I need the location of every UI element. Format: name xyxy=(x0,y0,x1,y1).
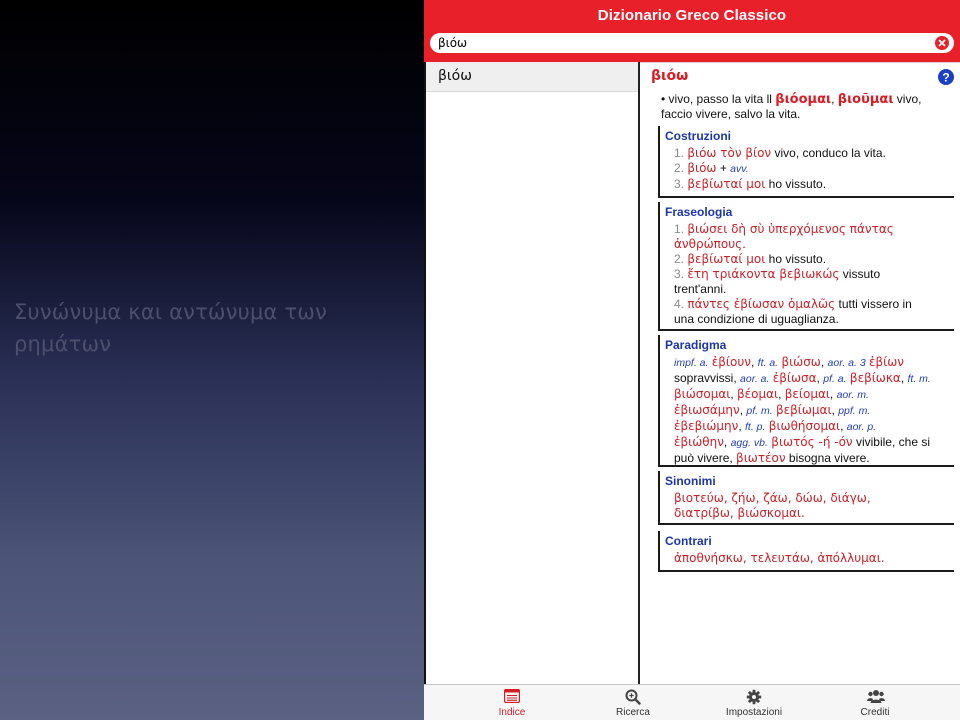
greek-text: βεβίωμαι xyxy=(776,403,832,417)
item-text: + xyxy=(719,161,727,175)
tab-impostazioni[interactable] xyxy=(694,685,814,720)
section-sinonimi xyxy=(658,471,954,525)
item-text: può vivere, xyxy=(674,451,733,465)
entry-lemma: βιόω xyxy=(651,68,689,84)
item-text: sopravvissi, xyxy=(674,371,737,385)
greek-text: ἔτη τριάκοντα βεβιωκώς xyxy=(687,267,840,281)
greek-text: βιώσομαι xyxy=(674,387,731,401)
greek-text: βιοτεύω, ζήω, ζάω, δώω, διάγω, xyxy=(674,491,871,505)
greek-text: ἐβίουν xyxy=(711,355,751,369)
greek-text: ἐβιώθην xyxy=(674,435,724,449)
item-number: 1. xyxy=(674,222,685,236)
definition-text: vivo, passo la vita xyxy=(668,92,764,106)
list-item xyxy=(674,146,954,161)
section-title: Fraseologia xyxy=(665,205,733,219)
abbreviation: ft. a. xyxy=(757,357,779,369)
paradigm-line: impf. a. ἐβίουν, ft. a. βιώσω, aor. a. 3 ἐβίων xyxy=(674,355,904,369)
item-number: 3. xyxy=(674,267,685,281)
greek-text: πάντες ἐβίωσαν ὁμαλῶς xyxy=(687,297,836,311)
section-fraseologia xyxy=(658,202,954,331)
greek-text: ἐβίωσα xyxy=(772,371,817,385)
greek-text: βιώσω xyxy=(781,355,821,369)
greek-text: ἐβιωσάμην xyxy=(674,403,740,417)
abbreviation: ppf. m. xyxy=(838,405,871,417)
tab-label: Indice xyxy=(498,707,526,718)
greek-text: βιώσει δὴ σὺ ὑπερχόμενος πάντας xyxy=(687,222,894,236)
abbreviation: ft. p. xyxy=(745,421,766,433)
clear-circle-icon[interactable] xyxy=(935,36,949,50)
list-item xyxy=(674,222,954,237)
item-text: tutti vissero in xyxy=(838,297,912,311)
item-number: 2. xyxy=(674,252,685,266)
greek-text: ἀνθρώπους. xyxy=(674,237,746,251)
list-item xyxy=(674,252,954,267)
item-number: 3. xyxy=(674,177,685,191)
abbreviation: impf. a. xyxy=(674,357,709,369)
greek-text: βιωθήσομαι xyxy=(768,419,841,433)
section-contrari xyxy=(658,531,954,572)
abbreviation: agg. vb. xyxy=(730,437,768,449)
item-text: ho vissuto. xyxy=(768,177,827,191)
app-title: Dizionario Greco Classico xyxy=(597,7,787,24)
greek-text: βεβίωταί μοι xyxy=(687,252,766,266)
list-item xyxy=(674,267,954,282)
entry-detail xyxy=(640,62,960,684)
abbreviation: pf. m. xyxy=(746,405,773,417)
item-number: 2. xyxy=(674,161,685,175)
greek-text: βεβίωταί μοι xyxy=(687,177,766,191)
list-item xyxy=(674,161,954,177)
index-list xyxy=(424,62,640,684)
people-icon xyxy=(867,689,885,704)
dictionary-app xyxy=(424,0,960,720)
slide-background xyxy=(0,0,424,720)
section-costruzioni xyxy=(658,126,954,198)
paradigm-line: ἐβιωσάμην, pf. m. βεβίωμαι, ppf. m. xyxy=(674,403,871,417)
item-text: vivibile, che si xyxy=(855,435,930,449)
paradigm-line: βιώσομαι, βέομαι, βείομαι, aor. m. xyxy=(674,387,869,401)
abbreviation: aor. m. xyxy=(836,389,869,401)
paradigm-line xyxy=(674,451,954,466)
entry-definition xyxy=(661,92,951,122)
list-item[interactable]: βιόω xyxy=(424,62,638,92)
search-zoom-icon xyxy=(625,689,641,705)
tab-crediti[interactable] xyxy=(815,685,935,720)
section-title: Costruzioni xyxy=(665,129,731,143)
greek-text: διατρίβω, βιώσκομαι. xyxy=(674,506,805,520)
item-text: trent'anni. xyxy=(674,282,727,296)
paradigm-line: ἐβεβιώμην, ft. p. βιωθήσομαι, aor. p. xyxy=(674,419,877,433)
list-icon xyxy=(504,689,520,703)
bullet: • xyxy=(661,92,666,106)
greek-text: βείομαι xyxy=(784,387,830,401)
abbreviation: avv. xyxy=(730,163,749,175)
section-title: Contrari xyxy=(665,534,712,548)
gear-icon xyxy=(746,689,762,705)
section-paradigma xyxy=(658,335,954,467)
list-item xyxy=(674,297,954,312)
abbreviation: ft. m. xyxy=(907,373,931,385)
comma: , xyxy=(831,92,835,106)
paradigm-line: sopravvissi, aor. a. ἐβίωσα, pf. a. βεβίωκα, ft. m. xyxy=(674,371,931,385)
abbreviation: aor. a. xyxy=(740,373,770,385)
search-box xyxy=(430,33,954,53)
definition-text: vivo, xyxy=(896,92,922,106)
greek-text: βιόω xyxy=(687,161,717,175)
item-text: vivo, conduco la vita. xyxy=(774,146,886,160)
paradigm-line: ἐβιώθην, agg. vb. βιωτός -ή -όν vivibile, che si xyxy=(674,435,930,449)
item-text: ho vissuto. xyxy=(768,252,827,266)
section-title: Paradigma xyxy=(665,338,727,352)
tab-label: Impostazioni xyxy=(725,707,783,718)
search-input[interactable] xyxy=(438,34,928,52)
item-text: vissuto xyxy=(842,267,881,281)
greek-text: βεβίωκα xyxy=(849,371,901,385)
greek-text: ἀποθνήσκω, τελευτάω, ἀπόλλυμαι. xyxy=(674,551,885,565)
tab-label: Ricerca xyxy=(616,707,650,718)
abbreviation: aor. a. 3 xyxy=(827,357,866,369)
item-number: 1. xyxy=(674,146,685,160)
section-title: Sinonimi xyxy=(665,474,716,488)
greek-text: βιόω τὸν βίον xyxy=(687,146,772,160)
svg-text:?: ? xyxy=(942,70,950,85)
abbreviation: aor. p. xyxy=(846,421,877,433)
item-text: bisogna vivere. xyxy=(788,451,870,465)
abbreviation: pf. a. xyxy=(823,373,847,385)
slide-title: Συνώνυμα και αντώνυμα των ρημάτων xyxy=(14,300,328,356)
greek-text: ἐβίων xyxy=(869,355,904,369)
greek-form: βιοῦμαι xyxy=(837,92,894,107)
question-circle-icon[interactable] xyxy=(938,69,954,85)
tab-bar xyxy=(424,684,960,720)
list-item xyxy=(674,177,954,192)
item-text: una condizione di uguaglianza. xyxy=(674,312,839,326)
greek-text: βέομαι xyxy=(737,387,779,401)
greek-form: βιόομαι xyxy=(775,92,832,107)
greek-text: ἐβεβιώμην xyxy=(674,419,739,433)
header xyxy=(424,0,960,62)
greek-text: βιωτός -ή -όν xyxy=(771,435,853,449)
separator: ll xyxy=(766,92,772,106)
tab-label: Crediti xyxy=(860,707,890,718)
tab-ricerca[interactable] xyxy=(573,685,693,720)
greek-text: βιωτέον xyxy=(736,451,786,465)
definition-text: faccio vivere, salvo la vita. xyxy=(661,107,801,121)
item-number: 4. xyxy=(674,297,685,311)
tab-indice[interactable] xyxy=(452,685,572,720)
